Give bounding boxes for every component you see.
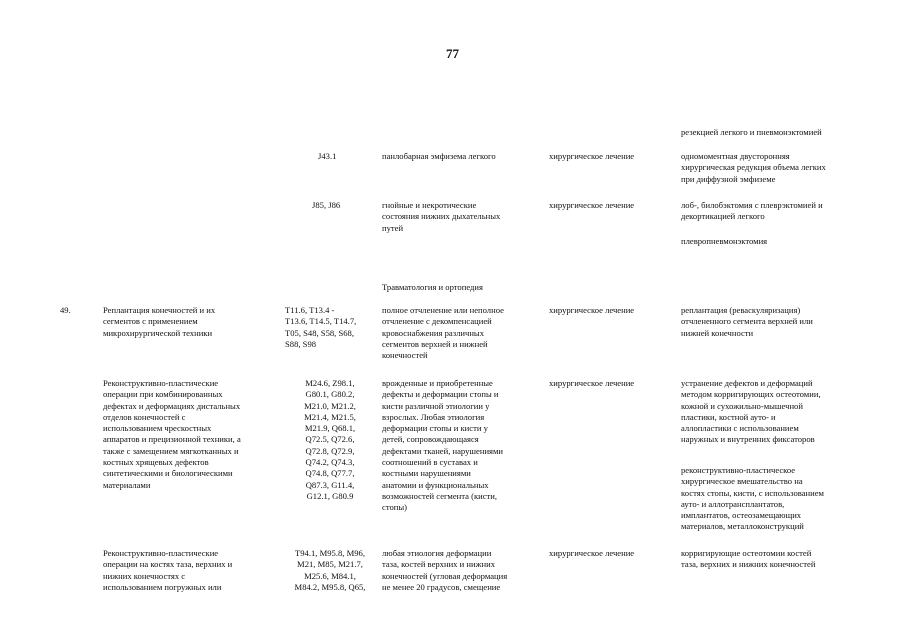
table-cell-codes: T94.1, M95.8, M96, M21, M85, M21.7, M25.6, M84.1, M84.2, M95.8, Q65, bbox=[294, 548, 366, 592]
table-cell-treatment: хирургическое лечение bbox=[549, 200, 635, 210]
table-cell-codes: J43.1 bbox=[318, 151, 337, 161]
table-cell-treatment: хирургическое лечение bbox=[549, 305, 635, 315]
section-title: Травматология и ортопедия bbox=[382, 282, 483, 292]
table-cell-method-alt: реконструктивно-пластическое хирургическое вмешательство на костях стопы, кисти, с использованием ауто- и аллотрансплантатов, имплантатов, остеозамещающих материалов, металлоконструкций bbox=[681, 465, 824, 532]
table-cell-name: Реплантация конечностей и их сегментов с применением микрохирургической техники bbox=[103, 305, 216, 338]
table-cell-treatment: хирургическое лечение bbox=[549, 151, 635, 161]
table-cell-model: гнойные и некротические состояния нижних дыхательных путей bbox=[382, 200, 501, 233]
table-cell-treatment: хирургическое лечение bbox=[549, 378, 635, 388]
table-cell-name: Реконструктивно-пластические операции на костях таза, верхних и нижних конечностях с использованием погружных или bbox=[103, 548, 233, 592]
table-cell-method: лоб-, билобэктомия с плеврэктомией и декортикацией легкого bbox=[681, 200, 823, 222]
table-cell-codes: M24.6, Z98.1, G80.1, G80.2, M21.0, M21.2, M21.4, M21.5, M21.9, Q68.1, Q72.5, Q72.6, Q72.8, Q72.9, Q74.2, Q74.3, Q74.8, Q77.7, Q87.3, G11.4, G12.1, G80.9 bbox=[304, 378, 356, 501]
table-cell-codes: J85, J86 bbox=[312, 200, 341, 210]
table-cell-name: Реконструктивно-пластические операции при комбинированных дефектах и деформациях дистальных отделов конечностей с использованием чрескостных аппаратов и прецизионной техники, а также с замещением мягкотканных и костных хрящевых дефектов синтетическими и биологическими материалами bbox=[103, 378, 241, 490]
table-cell-treatment: хирургическое лечение bbox=[549, 548, 635, 558]
table-cell-model: панлобарная эмфизема легкого bbox=[382, 151, 496, 161]
table-cell-method: корригирующие остеотомии костей таза, верхних и нижних конечностей bbox=[681, 548, 816, 570]
table-cell-method: устранение дефектов и деформаций методом корригирующих остеотомии, кожной и сухожильно-мышечной пластики, костной ауто- и аллопластики с использованием наружных и внутренних фиксаторов bbox=[681, 378, 821, 445]
table-cell-codes: T11.6, T13.4 - T13.6, T14.5, T14.7, T05, S48, S58, S68, S88, S98 bbox=[285, 305, 357, 349]
table-cell-method: одномоментная двусторонняя хирургическая редукция объема легких при диффузной эмфиземе bbox=[681, 151, 826, 184]
table-cell-model: врожденные и приобретенные дефекты и деформации стопы и кисти различной этиологии у взрослых. Любая этиология деформации стопы и кисти у детей, сопровождающаяся дефектами тканей, нарушениями соотношений в суставах и костными нарушениями анатомии и функциональных возможностей сегмента (кисти, стопы) bbox=[382, 378, 504, 513]
table-cell-method: резекцией легкого и пневмонэктомией bbox=[681, 127, 822, 137]
table-cell-method: реплантация (реваскуляризация) отчлененного сегмента верхней или нижней конечности bbox=[681, 305, 813, 338]
table-cell-model: любая этиология деформации таза, костей верхних и нижних конечностей (угловая деформация не менее 20 градусов, смещение bbox=[382, 548, 508, 592]
table-cell-method-alt: плевропневмонэктомия bbox=[681, 236, 768, 246]
row-number: 49. bbox=[60, 305, 71, 315]
page-number: 77 bbox=[446, 46, 459, 61]
table-cell-model: полное отчленение или неполное отчленение с декомпенсацией кровоснабжения различных сегментов верхней и нижней конечностей bbox=[382, 305, 504, 361]
